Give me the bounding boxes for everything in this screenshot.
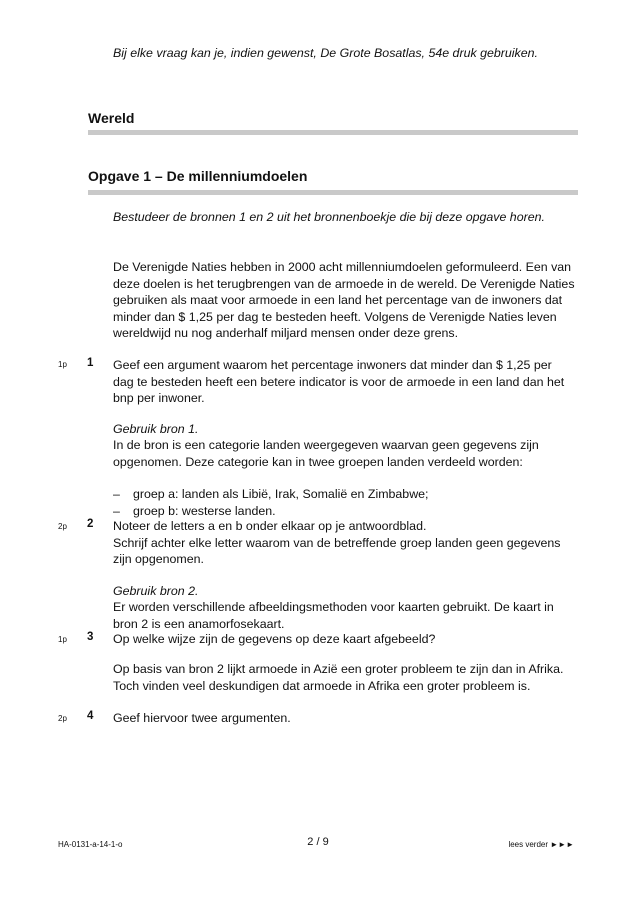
group-b-text: groep b: westerse landen.: [133, 503, 276, 518]
question-3-text: Op welke wijze zijn de gegevens op deze kaart afgebeeld?: [113, 632, 436, 646]
use-source-2: Gebruik bron 2.: [113, 584, 199, 598]
question-2-text: [113, 518, 575, 568]
page-number: 2 / 9: [307, 836, 329, 848]
question-1-text: Geef een argument waarom het percentage inwoners dat minder dan $ 1,25 per dag te besteden heeft een betere indicator is voor de armoede in een land dan het bnp per inwoner.: [113, 358, 565, 405]
instruction-text: Bestudeer de bronnen 1 en 2 uit het bronnenboekje die bij deze opgave horen.: [113, 210, 545, 224]
opgave-title: Opgave 1 – De millenniumdoelen: [88, 168, 308, 184]
question-2-number: 2: [87, 518, 94, 530]
list-dash: –: [113, 503, 120, 518]
question-4-number: 4: [87, 710, 94, 722]
question-2-line-2: Schrijf achter elke letter waarom van de betreffende groep landen geen gegevens zijn opgenomen.: [113, 535, 561, 566]
question-3-points: 1p: [58, 635, 67, 644]
context-2-paragraph: Op basis van bron 2 lijkt armoede in Azië een groter probleem te zijn dan in Afrika. Toch vinden veel deskundigen dat armoede in Afrika een groter probleem is.: [113, 662, 564, 693]
group-list: [113, 486, 575, 519]
question-4-text: Geef hiervoor twee argumenten.: [113, 711, 291, 725]
use-source-1: Gebruik bron 1.: [113, 422, 199, 436]
group-a-item: [113, 486, 575, 503]
context-paragraph: De Verenigde Naties hebben in 2000 acht millenniumdoelen geformuleerd. Een van deze doelen is het terugbrengen van de armoede in de wereld. De Verenigde Naties gebruiken als maat voor armoede in een land het percentage van de inwoners dat minder dan $ 1,25 per dag te besteden heeft. Volgens de Verenigde Naties leven wereldwijd nu nog anderhalf miljard mensen onder deze grens.: [113, 260, 575, 340]
source-1-text: In de bron is een categorie landen weergegeven waarvan geen gegevens zijn opgenomen. Deze categorie kan in twee groepen landen verdeeld worden:: [113, 438, 539, 469]
source-2-text: Er worden verschillende afbeeldingsmethoden voor kaarten gebruikt. De kaart in bron 2 is een anamorfosekaart.: [113, 600, 554, 631]
question-3-number: 3: [87, 631, 94, 643]
question-1-number: 1: [87, 357, 94, 369]
question-2-points: 2p: [58, 522, 67, 531]
list-dash: –: [113, 487, 120, 501]
intro-text: Bij elke vraag kan je, indien gewenst, De Grote Bosatlas, 54e druk gebruiken.: [113, 46, 538, 60]
question-1-points: 1p: [58, 360, 67, 369]
lees-verder-label: lees verder ►►►: [508, 840, 574, 849]
footer-code: HA-0131-a-14-1-o: [58, 840, 123, 849]
section-title: Wereld: [88, 110, 135, 126]
question-4-points: 2p: [58, 714, 67, 723]
group-a-text: groep a: landen als Libië, Irak, Somalië en Zimbabwe;: [133, 487, 429, 501]
question-2-line-1: Noteer de letters a en b onder elkaar op je antwoordblad.: [113, 519, 427, 533]
opgave-divider: [88, 190, 578, 195]
section-divider: [88, 130, 578, 135]
group-b-item: [113, 503, 575, 520]
